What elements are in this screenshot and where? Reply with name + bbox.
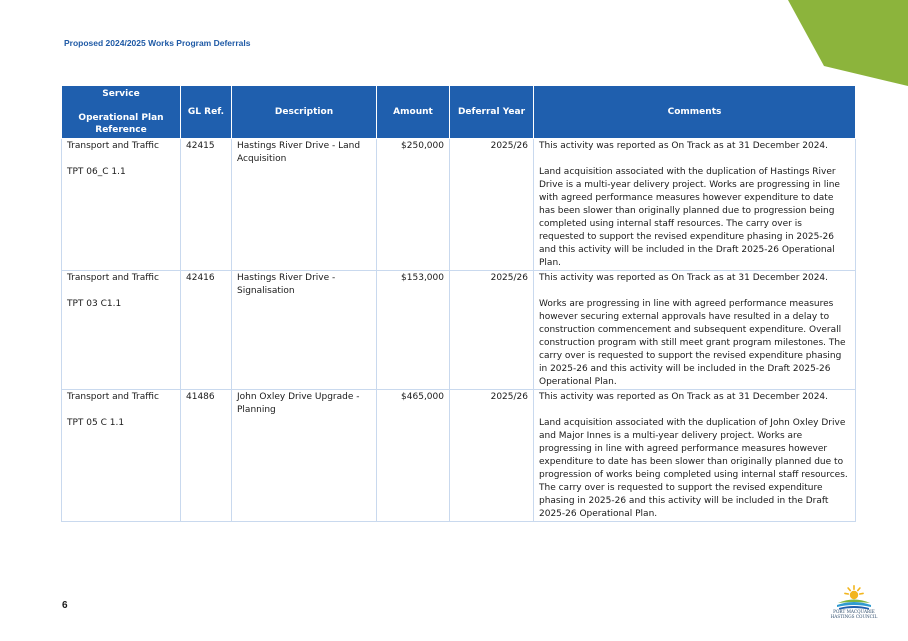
deferral-year-cell: 2025/26	[450, 139, 534, 271]
comment-status: This activity was reported as On Track as at 31 December 2024.	[539, 273, 829, 283]
corner-green-decoration	[788, 0, 908, 90]
column-header-gl-ref: GL Ref.	[181, 86, 232, 139]
service-cell	[62, 271, 181, 390]
table-row	[62, 271, 856, 390]
comment-status: This activity was reported as On Track as at 31 December 2024.	[539, 141, 829, 151]
document-title: Proposed 2024/2025 Works Program Deferrals	[64, 38, 251, 48]
description-cell: Hastings River Drive - Signalisation	[232, 271, 377, 390]
column-header-description: Description	[232, 86, 377, 139]
page-number: 6	[62, 600, 68, 611]
service-name: Transport and Traffic	[67, 141, 159, 151]
description-cell: John Oxley Drive Upgrade - Planning	[232, 390, 377, 522]
comment-detail: Land acquisition associated with the duplication of Hastings River Drive is a multi-year delivery project. Works are progressing in line with agreed performance measures however expenditure to date has been slower than originally planned due to progression being completed using internal staff resources. The carry over is requested to support the revised expenditure phasing in 2025-26 and this activity will be included in the Draft 2025-26 Operational Plan.	[539, 167, 840, 268]
comment-status: This activity was reported as On Track as at 31 December 2024.	[539, 392, 829, 402]
comment-detail: Works are progressing in line with agreed performance measures however securing external approvals have resulted in a delay to construction commencement and subsequent expenditure. Overall construction program with still meet grant program milestones. The carry over is requested to support the revised expenditure phasing in 2025-26 and this activity will be included in the Draft 2025-26 Operational Plan.	[539, 299, 846, 387]
column-header-service	[62, 86, 181, 139]
table-row	[62, 139, 856, 271]
description-cell: Hastings River Drive - Land Acquisition	[232, 139, 377, 271]
column-header-deferral-year: Deferral Year	[450, 86, 534, 139]
deferral-year-cell: 2025/26	[450, 390, 534, 522]
logo-line-1: PORT MACQUARIE	[833, 609, 875, 614]
comments-cell	[534, 390, 856, 522]
column-header-amount: Amount	[377, 86, 450, 139]
logo-line-2: HASTINGS COUNCIL	[830, 614, 878, 619]
plan-reference: TPT 03 C1.1	[67, 299, 122, 309]
deferral-year-cell: 2025/26	[450, 271, 534, 390]
plan-reference-header-label: Operational Plan Reference	[78, 113, 164, 135]
service-name: Transport and Traffic	[67, 273, 159, 283]
council-logo-text	[824, 609, 884, 619]
gl-ref-cell: 42415	[181, 139, 232, 271]
column-header-comments: Comments	[534, 86, 856, 139]
comment-detail: Land acquisition associated with the duplication of John Oxley Drive and Major Innes is a multi-year delivery project. Works are progressing in line with agreed performance measures however expenditure to date has been slower than originally planned due to progression of works being completed using internal staff resources. The carry over is requested to support the revised expenditure phasing in 2025-26 and this activity will be included in the Draft 2025-26 Operational Plan.	[539, 418, 848, 519]
service-cell	[62, 390, 181, 522]
service-header-label: Service	[102, 89, 140, 99]
amount-cell: $250,000	[377, 139, 450, 271]
amount-cell: $465,000	[377, 390, 450, 522]
deferrals-table	[61, 85, 856, 522]
comments-cell	[534, 271, 856, 390]
gl-ref-cell: 42416	[181, 271, 232, 390]
plan-reference: TPT 05 C 1.1	[67, 418, 125, 428]
table-header-row	[62, 86, 856, 139]
plan-reference: TPT 06_C 1.1	[67, 167, 126, 177]
amount-cell: $153,000	[377, 271, 450, 390]
service-cell	[62, 139, 181, 271]
comments-cell	[534, 139, 856, 271]
table-row	[62, 390, 856, 522]
service-name: Transport and Traffic	[67, 392, 159, 402]
gl-ref-cell: 41486	[181, 390, 232, 522]
